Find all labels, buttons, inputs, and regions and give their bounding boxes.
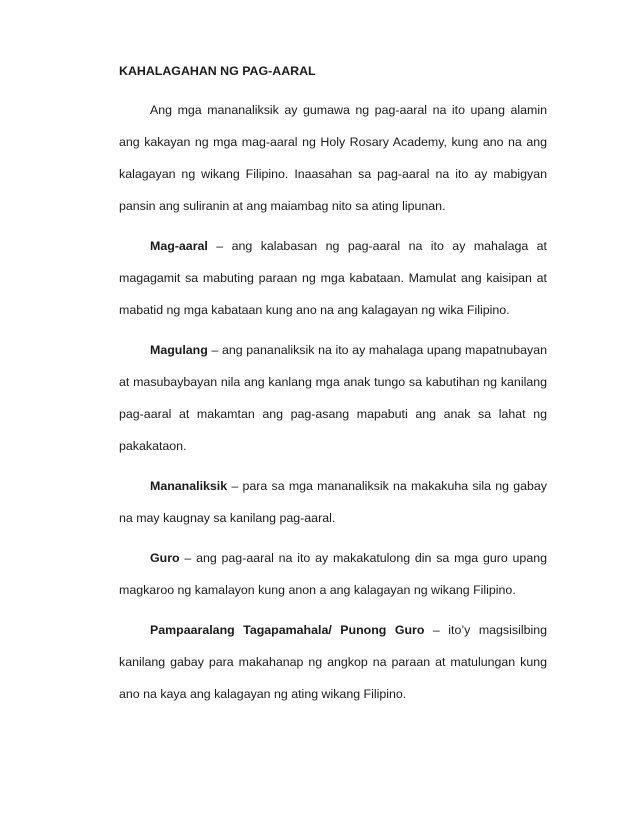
term-magulang: Magulang: [150, 343, 208, 357]
term-mananaliksik: Mananaliksik: [150, 479, 228, 493]
text-mananaliksik: – para sa mga mananaliksik na makakuha sila ng gabay na may kaugnay sa kanilang pag-aaral.: [119, 479, 547, 525]
text-guro: – ang pag-aaral na ito ay makakatulong din sa mga guro upang magkaroo ng kamalayon kung anon a ang kalagayan ng wikang Filipino.: [119, 551, 547, 597]
paragraph-mananaliksik: [119, 470, 547, 534]
term-guro: Guro: [150, 551, 180, 565]
paragraph-guro: [119, 542, 547, 606]
text-punong-guro: – ito’y magsisilbing kanilang gabay para makahanap ng angkop na paraan at matulungan kung ano na kaya ang kalagayan ng ating wikang Filipino.: [119, 623, 547, 701]
term-punong-guro: Pampaaralang Tagapamahala/ Punong Guro: [150, 623, 425, 637]
document-body: [119, 63, 547, 718]
text-magulang: – ang pananaliksik na ito ay mahalaga upang mapatnubayan at masubaybayan nila ang kanlang mga anak tungo sa kabutihan ng kanilang pag-aaral at makamtan ang pag-asang mapabuti ang anak sa lahat ng pakakataon.: [119, 343, 547, 453]
paragraph-punong-guro: [119, 614, 547, 710]
paragraph-mag-aaral: [119, 230, 547, 326]
intro-paragraph: Ang mga mananaliksik ay gumawa ng pag-aaral na ito upang alamin ang kakayan ng mga mag-aaral ng Holy Rosary Academy, kung ano na ang kalagayan ng wikang Filipino. Inaasahan sa pag-aaral na ito ay mabigyan pansin ang suliranin at ang maiambag nito sa ating lipunan.: [119, 103, 547, 213]
section-heading: KAHALAGAHAN NG PAG-AARAL: [119, 64, 316, 78]
term-mag-aaral: Mag-aaral: [150, 239, 208, 253]
paragraph-magulang: [119, 334, 547, 462]
text-mag-aaral: – ang kalabasan ng pag-aaral na ito ay mahalaga at magagamit sa mabuting paraan ng mga kabataan. Mamulat ang kaisipan at mabatid ng mga kabataan kung ano na ang kalagayan ng wika Filipino.: [119, 239, 547, 317]
